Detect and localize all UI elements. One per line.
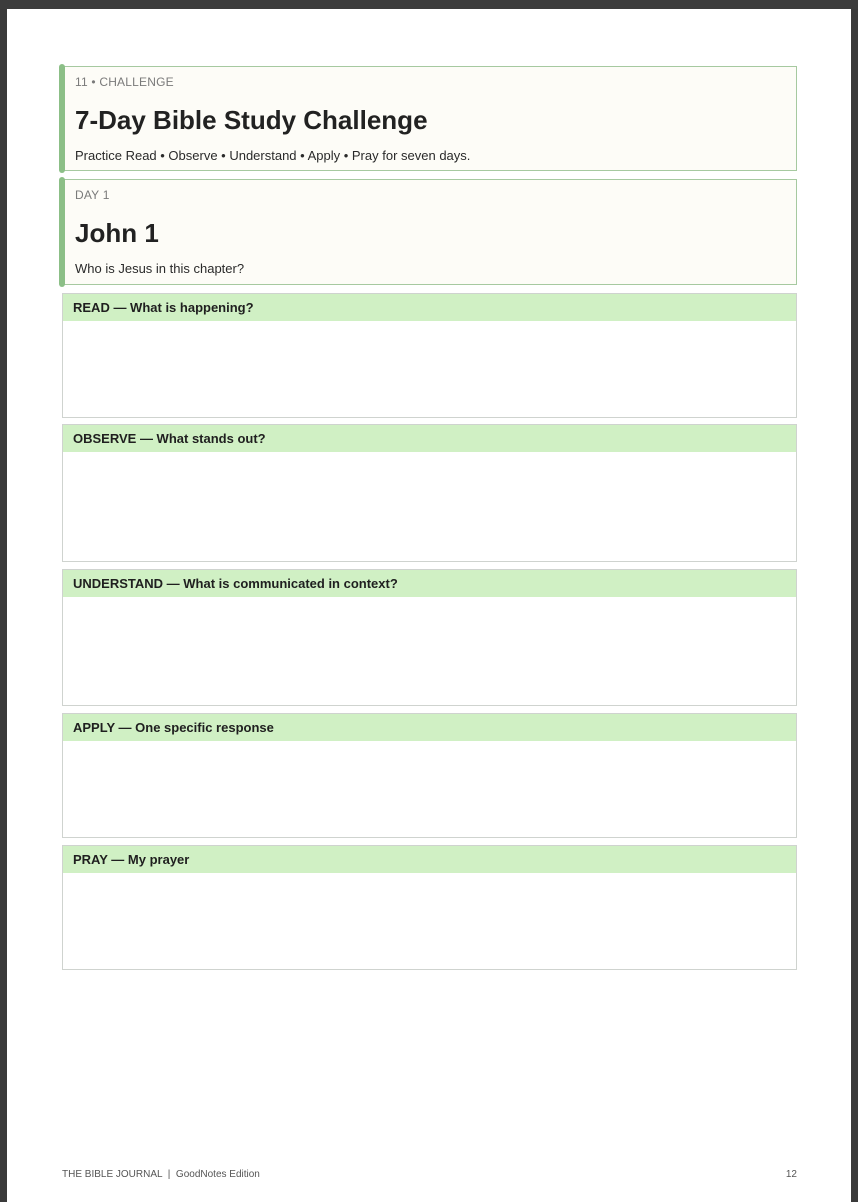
section-apply-writing-area[interactable]	[63, 741, 796, 837]
day-kicker: DAY 1	[75, 188, 110, 202]
section-understand-heading: UNDERSTAND — What is communicated in context?	[63, 570, 796, 597]
section-pray-heading: PRAY — My prayer	[63, 846, 796, 873]
section-understand-writing-area[interactable]	[63, 597, 796, 705]
section-read-writing-area[interactable]	[63, 321, 796, 417]
section-read	[62, 293, 797, 418]
day-card	[62, 179, 797, 285]
challenge-card	[62, 66, 797, 171]
section-pray-writing-area[interactable]	[63, 873, 796, 969]
viewer-right-margin	[851, 9, 858, 1202]
document-page	[7, 9, 851, 1202]
day-subtitle: Who is Jesus in this chapter?	[75, 261, 245, 276]
section-observe-heading: OBSERVE — What stands out?	[63, 425, 796, 452]
challenge-subtitle: Practice Read • Observe • Understand • Apply • Pray for seven days.	[75, 148, 471, 163]
section-read-heading: READ — What is happening?	[63, 294, 796, 321]
viewer-top-bar	[0, 0, 858, 9]
section-apply-heading: APPLY — One specific response	[63, 714, 796, 741]
page-number: 12	[785, 1169, 797, 1180]
footer-title: THE BIBLE JOURNAL | GoodNotes Edition	[62, 1169, 260, 1180]
section-understand	[62, 569, 797, 706]
day-title: John 1	[75, 218, 159, 248]
section-pray	[62, 845, 797, 970]
section-apply	[62, 713, 797, 838]
challenge-kicker: 11 • CHALLENGE	[75, 75, 174, 89]
challenge-title: 7-Day Bible Study Challenge	[75, 105, 428, 135]
viewer-left-margin	[0, 9, 7, 1202]
section-observe	[62, 424, 797, 562]
section-observe-writing-area[interactable]	[63, 452, 796, 561]
